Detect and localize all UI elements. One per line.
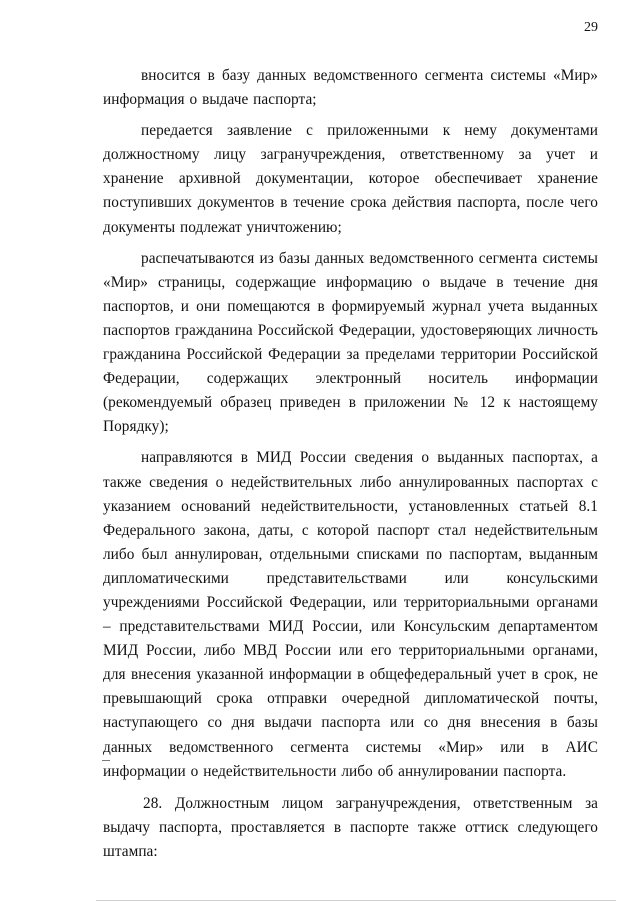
page-number: 29: [584, 20, 598, 35]
paragraph-4: направляются в МИД России сведения о выданных паспортах, а также сведения о недействительных либо аннулированных паспортах с указанием оснований недействительности, установленных статьей 8.1 Федерального закона, даты, с которой паспорт стал недействительным либо был аннулирован, отдельными списками по паспортам, выданным дипломатическими представительствами или консульскими учреждениями Российской Федерации, или территориальными органами – представительствами МИД России, или Консульским департаментом МИД России, либо МВД России или его территориальными органами, для внесения указанной информации в общефедеральный учет в срок, не превышающий срока отправки очередной дипломатической почты, наступающего со дня выдачи паспорта или со дня внесения в базы данных ведомственного сегмента системы «Мир» или в АИС информации о недействительности либо об аннулировании паспорта.: [103, 449, 598, 780]
page-bottom-rule: [96, 900, 616, 901]
document-body: [103, 64, 598, 871]
paragraph-3: распечатываются из базы данных ведомственного сегмента системы «Мир» страницы, содержащие информацию о выдаче в течение дня паспортов, и они помещаются в формируемый журнал учета выданных паспортов гражданина Российской Федерации, удостоверяющих личность гражданина Российской Федерации за пределами территории Российской Федерации, содержащих электронный носитель информации (рекомендуемый образец приведен в приложении № 12 к настоящему Порядку);: [103, 249, 598, 436]
paragraph-2: передается заявление с приложенными к нему документами должностному лицу загранучреждения, ответственному за учет и хранение архивной документации, которое обеспечивает хранение поступивших документов в течение срока действия паспорта, после чего документы подлежат уничтожению;: [103, 122, 598, 236]
paragraph-28: 28. Должностным лицом загранучреждения, ответственным за выдачу паспорта, проставляется в паспорте также оттиск следующего штампа:: [103, 794, 598, 860]
paragraph-1: вносится в базу данных ведомственного сегмента системы «Мир» информация о выдаче паспорта;: [103, 67, 598, 109]
scan-mark: [102, 760, 110, 761]
